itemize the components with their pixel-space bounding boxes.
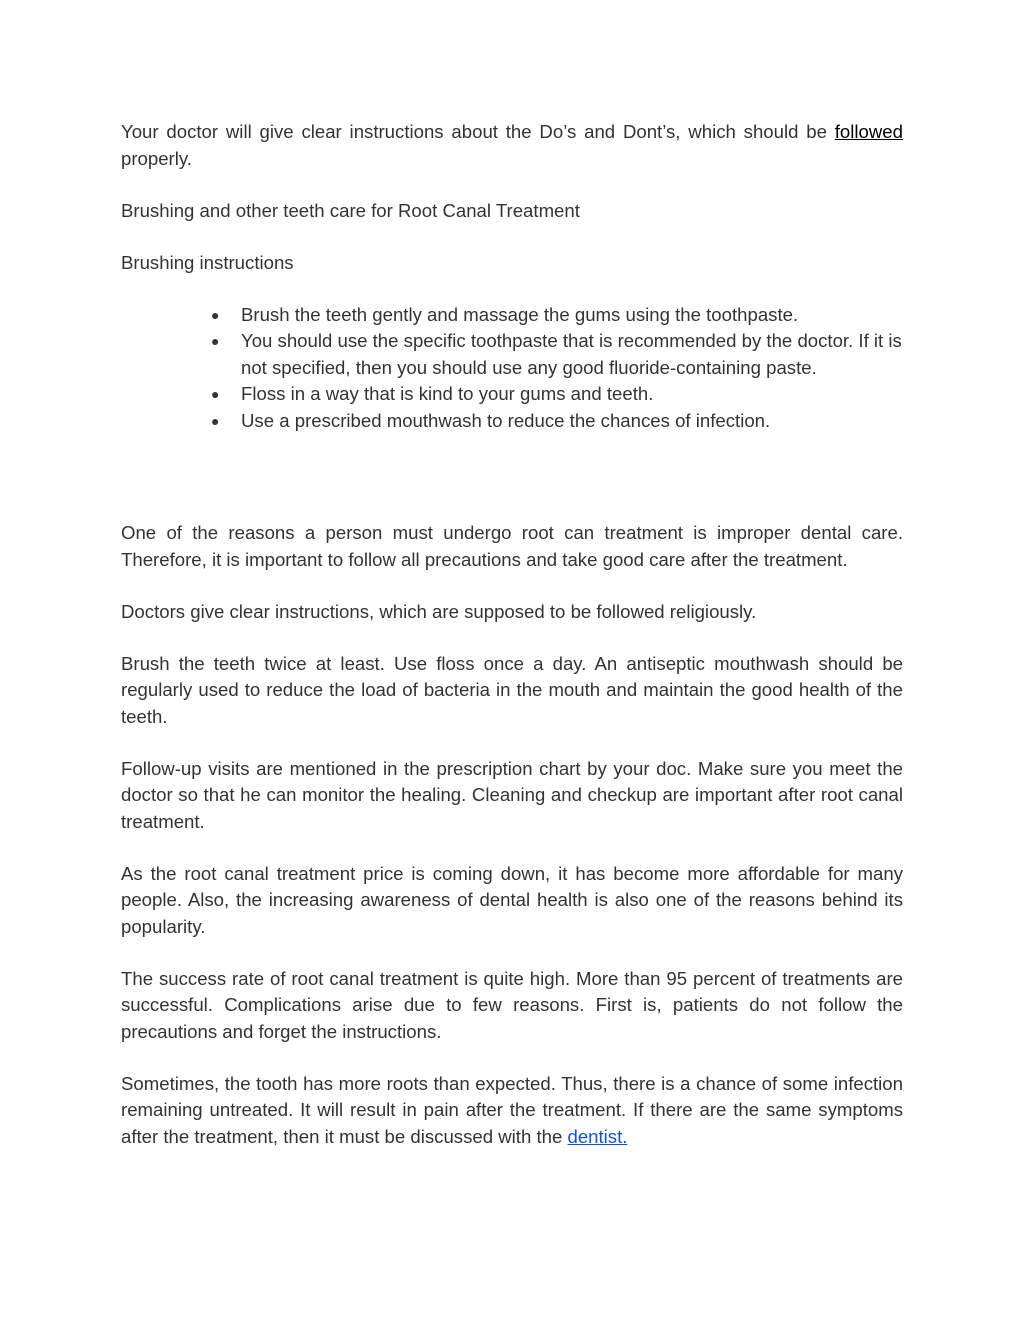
document-page — [121, 119, 903, 1150]
list-item-text: You should use the specific toothpaste that is recommended by the doctor. If it is not specified, then you should use any good fluoride-containing paste. — [241, 330, 902, 378]
bullet-icon: ● — [211, 333, 220, 349]
list-item-text: Brush the teeth gently and massage the gums using the toothpaste. — [241, 303, 799, 325]
body-paragraph: Doctors give clear instructions, which are supposed to be followed religiously. — [121, 600, 757, 622]
dentist-link[interactable]: dentist. — [567, 1125, 628, 1147]
heading-care: Brushing and other teeth care for Root Canal Treatment — [121, 199, 580, 221]
bullet-icon: ● — [211, 386, 220, 402]
bullet-icon: ● — [211, 412, 220, 429]
list-item — [211, 328, 903, 381]
intro-text-after: properly. — [121, 147, 192, 169]
closing-paragraph — [121, 1071, 903, 1151]
list-item — [211, 381, 903, 408]
spacer — [121, 224, 903, 250]
body-paragraph: As the root canal treatment price is coming down, it has become more affordable for many people. Also, the increasing awareness of dental health is also one of the reasons behind its popularity. — [121, 862, 903, 937]
closing-text: Sometimes, the tooth has more roots than expected. Thus, there is a chance of some infection remaining untreated. It will result in pain after the treatment. If there are the same symptoms after the treatment, then it must be discussed with the — [121, 1072, 903, 1147]
spacer — [121, 434, 903, 520]
intro-paragraph — [121, 119, 903, 172]
heading-brushing: Brushing instructions — [121, 251, 294, 273]
spacer — [121, 940, 903, 966]
spacer — [121, 276, 903, 302]
body-paragraph: The success rate of root canal treatment is quite high. More than 95 percent of treatments are successful. Complications arise due to few reasons. First is, patients do not follow the precautions and forget the instructions. — [121, 967, 903, 1042]
bullet-icon: ● — [211, 306, 220, 323]
list-item-text: Use a prescribed mouthwash to reduce the chances of infection. — [241, 409, 771, 431]
spacer — [121, 835, 903, 861]
spacer — [121, 172, 903, 198]
body-paragraph: One of the reasons a person must undergo root can treatment is improper dental care. Therefore, it is important to follow all precautions and take good care after the treatment. — [121, 522, 903, 570]
list-item — [211, 408, 903, 435]
spacer — [121, 625, 903, 651]
followed-link[interactable]: followed — [834, 121, 903, 142]
list-item-text: Floss in a way that is kind to your gums and teeth. — [241, 383, 654, 404]
brushing-instructions-list — [121, 302, 903, 435]
spacer — [121, 1045, 903, 1071]
spacer — [121, 730, 903, 756]
spacer — [121, 573, 903, 599]
intro-text-before: Your doctor will give clear instructions about the Do’s and Dont’s, which should be — [121, 121, 835, 142]
body-paragraph: Brush the teeth twice at least. Use floss once a day. An antiseptic mouthwash should be regularly used to reduce the load of bacteria in the mouth and maintain the good health of the teeth. — [121, 652, 903, 727]
body-paragraph: Follow-up visits are mentioned in the prescription chart by your doc. Make sure you meet the doctor so that he can monitor the healing. Cleaning and checkup are important after root canal treatment. — [121, 757, 903, 832]
list-item — [211, 302, 903, 329]
